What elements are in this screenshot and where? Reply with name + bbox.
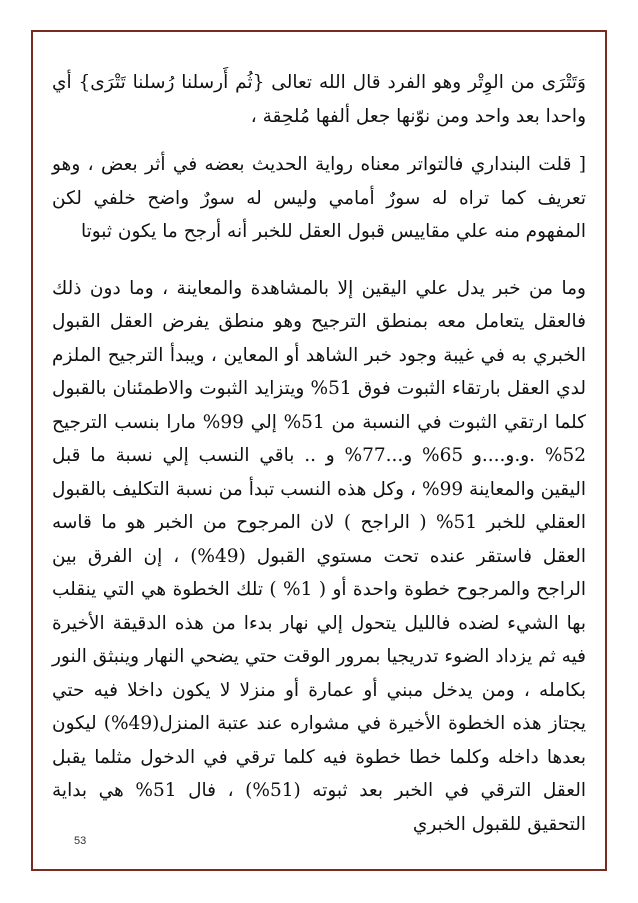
- paragraph-spacer: [52, 249, 586, 272]
- page-number: 53: [74, 835, 87, 847]
- paragraph-spacer: [52, 133, 586, 148]
- paragraph-1: وَتَتْرَى من الوِتْر وهو الفرد قال الله تعالى {ثُم أَرسلنا رُسلنا تَتْرَى} أي واحدا بعد واحد ومن نوّنها جعل ألفها مُلحِقة ،: [52, 72, 586, 127]
- paragraph-3: وما من خبر يدل علي اليقين إلا بالمشاهدة والمعاينة ، وما دون ذلك فالعقل يتعامل معه بمنطق الترجيح وهو منطق يفرض العقل القبول الخبري به في غيبة وجود خبر الشاهد أو المعاين ، ويبدأ الترجيح الملزم لدي العقل بارتقاء الثبوت فوق 51% ويتزايد الثبوت والاطمئنان بالقبول كلما ارتقي الثبوت في النسبة من 51% إلي 99% مارا بنسب الترجيح 52% .و.و....و 65% و...77% و .. باقي النسب إلي نسبة ما قبل اليقين والمعاينة 99% ، وكل هذه النسب تبدأ من نسبة التكليف بالقبول العقلي للخبر 51% ( الراجح ) لان المرجوح من الخبر هو ما قاسه العقل فاستقر عنده تحت مستوي القبول (49%) ، إن الفرق بين الراجح والمرجوح خطوة واحدة أو ( 1% ) تلك الخطوة هي التي ينقلب بها الشيء لضده فالليل يتحول إلي نهار بدءا من هذه الدقيقة الأخيرة فيه ثم يزداد الضوء تدريجيا بمرور الوقت حتي يضحي النهار وينبثق النور بكامله ، ومن يدخل مبني أو عمارة أو منزلا لا يكون داخلا فيه حتي يجتاز هذه الخطوة الأخيرة في مشواره عند عتبة المنزل(49%) ليكون بعدها داخله وكلما خطا خطوة فيه كلما ترقي في الدخول مثلما يقبل العقل الترقي في الخبر بعد ثبوته (51%) ، فال 51% هي بداية التحقيق للقبول الخبري: [52, 277, 587, 835]
- document-body: [52, 66, 586, 841]
- paragraph-2: [ قلت البنداري فالتواتر معناه رواية الحديث بعضه في أثر بعض ، وهو تعريف كما تراه له سورٌ أمامي وليس له سورٌ واضح خلفي لكن المفهوم منه علي مقاييس قبول العقل للخبر أنه أرجح ما يكون ثبوتا: [52, 154, 586, 242]
